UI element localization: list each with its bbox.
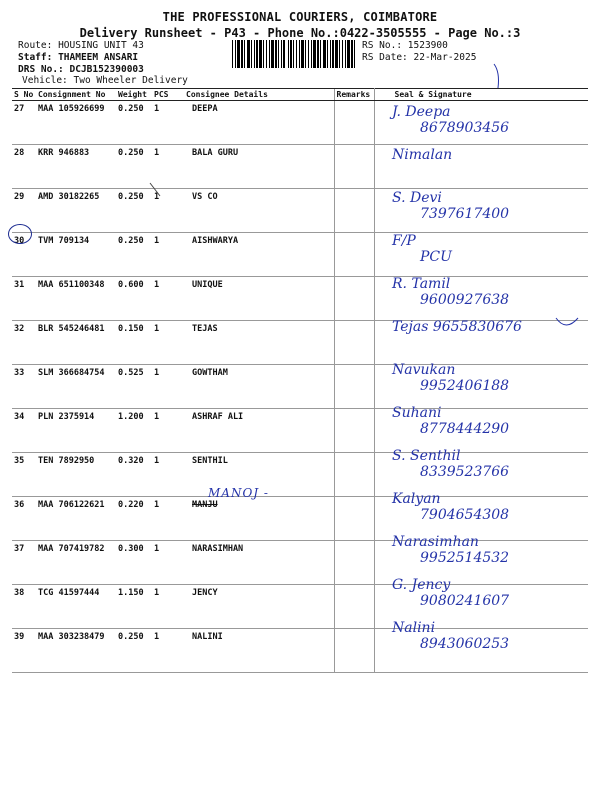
cell-pcs: 1 [152,541,184,585]
signature-phone: 9080241607 [420,593,510,609]
vehicle-label: Vehicle: [22,75,68,86]
cell-consignee: BALA GURU [184,145,334,189]
cell-consignee: SENTHIL [184,453,334,497]
cell-consignee: MANJU [184,497,334,541]
cell-sno: 36 [12,497,36,541]
rs-no-label: RS No.: [362,40,403,51]
cell-weight: 0.600 [116,277,152,321]
cell-consignee: JENCY [184,585,334,629]
cell-sno: 28 [12,145,36,189]
signature-text: Navukan [392,362,456,378]
signature-text: Suhani [392,405,442,421]
col-consignee: Consignee Details [184,89,334,101]
cell-pcs: 1 [152,365,184,409]
header-pen-mark [494,64,499,88]
cell-consignee: AISHWARYA [184,233,334,277]
cell-pcs: 1 [152,321,184,365]
cell-consignment-no: SLM 366684754 [36,365,116,409]
cell-consignment-no: BLR 545246481 [36,321,116,365]
signature-text: S. Devi [392,190,442,206]
staff-label: Staff: [18,52,53,63]
col-pcs: PCS [152,89,184,101]
drs-label: DRS No.: [18,64,64,75]
signature-phone: 7397617400 [420,206,510,222]
route-value: HOUSING UNIT 43 [58,40,144,51]
cell-pcs: 1 [152,101,184,145]
cell-consignment-no: TCG 41597444 [36,585,116,629]
signature-text: Narasimhan [392,534,479,550]
cell-weight: 0.300 [116,541,152,585]
cell-consignee: VS CO [184,189,334,233]
cell-sno: 31 [12,277,36,321]
cell-consignee: DEEPA [184,101,334,145]
signature-phone: 8678903456 [420,120,510,136]
staff-value: THAMEEM ANSARI [58,52,139,63]
cell-sno: 37 [12,541,36,585]
cell-consignee: GOWTHAM [184,365,334,409]
drs-value: DCJB152390003 [69,64,144,75]
cell-sno: 29 [12,189,36,233]
col-remarks: Remarks [334,89,374,101]
cell-pcs: 1 [152,453,184,497]
rs-date-label: RS Date: [362,52,408,63]
signature-phone: PCU [420,249,452,265]
signature-text: Kalyan [392,491,441,507]
cell-consignee: TEJAS [184,321,334,365]
cell-consignment-no: TVM 709134 [36,233,116,277]
col-sno: S No [12,89,36,101]
signature-phone: 8339523766 [420,464,510,480]
cell-weight: 0.320 [116,453,152,497]
signature-text: G. Jency [392,577,451,593]
signature-text: F/P [392,233,416,249]
signature-text: S. Senthil [392,448,461,464]
cell-consignment-no: KRR 946883 [36,145,116,189]
signature-phone: 8778444290 [420,421,510,437]
cell-pcs: 1 [152,189,184,233]
cell-pcs: 1 [152,409,184,453]
cell-sno: 27 [12,101,36,145]
cell-sno: 33 [12,365,36,409]
cell-weight: 1.150 [116,585,152,629]
rs-no-value: 1523900 [407,40,448,51]
signature-phone: 9952406188 [420,378,510,394]
runsheet-title: Delivery Runsheet - P43 - Phone No.:0422-3505555 - Page No.:3 [79,26,521,40]
cell-pcs: 1 [152,585,184,629]
col-consignment-no: Consignment No [36,89,116,101]
cell-consignment-no: MAA 707419782 [36,541,116,585]
cell-pcs: 1 [152,629,184,673]
cell-pcs: 1 [152,145,184,189]
cell-consignment-no: TEN 7892950 [36,453,116,497]
signature-text: R. Tamil [392,276,451,292]
rs-date-value: 22-Mar-2025 [413,52,477,63]
cell-weight: 0.220 [116,497,152,541]
cell-weight: 1.200 [116,409,152,453]
cell-sno: 34 [12,409,36,453]
signature-text: Nimalan [392,147,453,163]
vehicle-value: Two Wheeler Delivery [73,75,188,86]
signature-phone: 7904654308 [420,507,510,523]
cell-consignee: ASHRAF ALI [184,409,334,453]
cell-sno: 32 [12,321,36,365]
cell-weight: 0.150 [116,321,152,365]
cell-consignment-no: MAA 651100348 [36,277,116,321]
cell-weight: 0.250 [116,145,152,189]
cell-consignment-no: MAA 706122621 [36,497,116,541]
manoj-correction: MANOJ - [208,486,269,500]
signature-text: J. Deepa [392,104,451,120]
row-29-tick-mark [150,183,160,196]
signature-text: Nalini [392,620,436,636]
cell-sno: 30 [12,233,36,277]
cell-sno: 39 [12,629,36,673]
cell-consignee: NARASIMHAN [184,541,334,585]
cell-weight: 0.250 [116,233,152,277]
cell-consignment-no: AMD 30182265 [36,189,116,233]
col-weight: Weight [116,89,152,101]
cell-pcs: 1 [152,233,184,277]
cell-weight: 0.250 [116,101,152,145]
cell-consignment-no: PLN 2375914 [36,409,116,453]
col-seal-signature: Seal & Signature [374,89,588,101]
route-label: Route: [18,40,53,51]
cell-consignment-no: MAA 303238479 [36,629,116,673]
signature-phone: 8943060253 [420,636,510,652]
cell-sno: 35 [12,453,36,497]
signature-phone: 9600927638 [420,292,510,308]
cell-consignee: UNIQUE [184,277,334,321]
signature-text: Tejas 9655830676 [392,319,522,335]
signature-phone: 9952514532 [420,550,510,566]
cell-weight: 0.250 [116,189,152,233]
cell-consignment-no: MAA 105926699 [36,101,116,145]
row-32-pen-mark [556,318,578,325]
cell-pcs: 1 [152,277,184,321]
cell-weight: 0.525 [116,365,152,409]
cell-weight: 0.250 [116,629,152,673]
cell-sno: 38 [12,585,36,629]
cell-consignee: NALINI [184,629,334,673]
cell-pcs: 1 [152,497,184,541]
company-title: THE PROFESSIONAL COURIERS, COIMBATORE [162,10,438,24]
